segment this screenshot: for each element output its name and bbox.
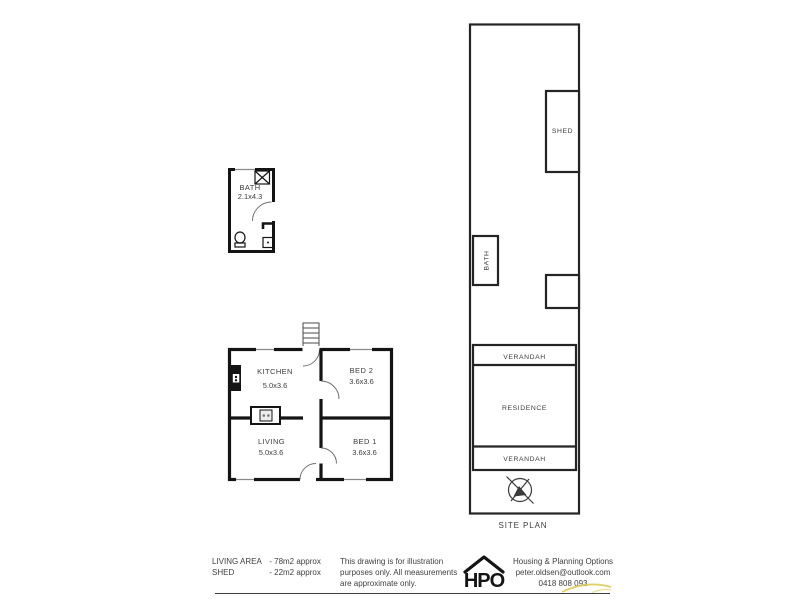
disclaimer-line: purposes only. All measurements	[340, 568, 458, 577]
kitchen-dimensions: 5.0x3.6	[262, 381, 288, 390]
shed-area-label: SHED	[212, 568, 235, 577]
bed1-dimensions: 3.6x3.6	[352, 448, 377, 457]
bed1-label: BED 1	[353, 437, 377, 446]
footer-divider	[215, 593, 610, 594]
bed2-dimensions: 3.6x3.6	[349, 377, 374, 386]
area-summary	[212, 556, 321, 578]
living-area-label: LIVING AREA	[212, 557, 262, 566]
window	[256, 346, 274, 353]
disclaimer	[340, 556, 457, 589]
verandah-top-label: VERANDAH	[503, 354, 546, 361]
shed-area-row	[212, 567, 321, 578]
window	[350, 346, 372, 353]
living-label: LIVING	[258, 437, 285, 446]
bath-plan-dimensions: 2.1x4.3	[237, 192, 263, 201]
living-dimensions: 5.0x3.6	[258, 448, 284, 457]
company-name: Housing & Planning Options	[512, 557, 614, 566]
kitchen-label: KITCHEN	[257, 367, 293, 376]
window	[236, 476, 254, 483]
logo-letters: HPO	[463, 570, 505, 592]
verandah-bottom-label: VERANDAH	[503, 456, 546, 463]
outbuilding-outline	[546, 275, 579, 308]
bath-window	[235, 166, 255, 173]
company-email: peter.oldsen@outlook.com	[515, 568, 611, 577]
bath-plan-label: BATH	[239, 183, 261, 192]
bath-plan-drawing	[226, 164, 278, 256]
stairs-icon	[303, 323, 319, 349]
site-bath-label: BATH	[483, 250, 491, 271]
living-area-row	[212, 556, 321, 567]
shed-area-value: - 22m2 approx	[269, 568, 321, 577]
residence-floor-plan	[226, 318, 398, 484]
disclaimer-line: are approximate only.	[340, 579, 417, 588]
living-area-value: - 78m2 approx	[269, 557, 321, 566]
site-plan-drawing	[460, 16, 592, 538]
bed2-label: BED 2	[349, 366, 374, 375]
fireplace-icon	[251, 407, 280, 424]
residence-label: RESIDENCE	[501, 405, 548, 412]
stove-icon	[231, 365, 241, 391]
window	[344, 476, 366, 483]
disclaimer-line: This drawing is for illustration	[340, 557, 444, 566]
site-plan-title: SITE PLAN	[498, 521, 548, 530]
watermark-swoosh	[558, 579, 616, 597]
company-phone: 0418 808 093	[538, 579, 588, 588]
shed-label: SHED	[551, 128, 574, 135]
